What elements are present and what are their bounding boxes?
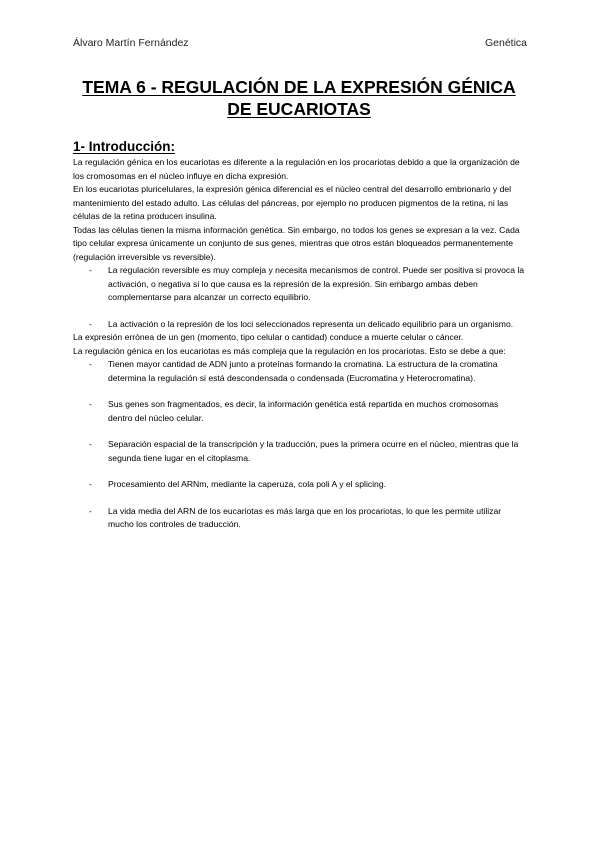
list-item-text: Tienen mayor cantidad de ADN junto a proteínas formando la cromatina. La estructura de la cromatina determina la regulación si está descondensada o condensada (Eucromatina y Heterocromatina). — [108, 359, 498, 383]
list-item — [73, 478, 525, 492]
bullet-list — [73, 358, 525, 532]
list-item-text: La regulación reversible es muy compleja y necesita mecanismos de control. Puede ser positiva si provoca la activación, o negativa si lo que causa es la represión de la expresión. Sin embargo ambas deben complementarse para alcanzar un correcto equilibrio. — [108, 265, 525, 302]
document-title — [73, 76, 525, 120]
list-item — [73, 264, 525, 305]
dash-bullet: - — [89, 359, 92, 369]
list-item — [73, 318, 525, 332]
list-item — [73, 398, 525, 425]
dash-bullet: - — [89, 399, 92, 409]
title-line-1: TEMA 6 - REGULACIÓN DE LA EXPRESIÓN GÉNICA — [82, 77, 516, 97]
list-item-text: Sus genes son fragmentados, es decir, la información genética está repartida en muchos cromosomas dentro del núcleo celular. — [108, 399, 499, 423]
list-item-text: Separación espacial de la transcripción y la traducción, pues la primera ocurre en el núcleo, mientras que la segunda tiene lugar en el citoplasma. — [108, 439, 519, 463]
section-heading: 1- Introducción: — [73, 139, 175, 154]
header-subject: Genética — [484, 37, 527, 49]
page-header — [73, 37, 527, 49]
list-item — [73, 505, 525, 532]
list-item-text: La vida media del ARN de los eucariotas es más larga que en los procariotas, lo que les permite utilizar mucho los controles de traducción. — [108, 505, 502, 529]
paragraph: Todas las células tienen la misma información genética. Sin embargo, no todos los genes se expresan a la vez. Cada tipo celular expresa únicamente un conjunto de sus genes, mientras que otros están bloqueados permanentemente (regulación irreversible vs reversible). — [73, 224, 520, 262]
list-item — [73, 438, 525, 465]
list-item-text: La activación o la represión de los loci seleccionados representa un delicado equilibrio para un organismo. — [108, 318, 514, 329]
document-body — [73, 76, 525, 532]
dash-bullet: - — [89, 265, 92, 275]
title-line-2: DE EUCARIOTAS — [227, 99, 371, 119]
header-author: Álvaro Martín Fernández — [73, 37, 189, 49]
bullet-list — [73, 264, 525, 331]
paragraph: La regulación génica en los eucariotas es diferente a la regulación en los procariotas debido a que la organización de los cromosomas en el núcleo influye en dicha expresión. — [73, 157, 520, 181]
dash-bullet: - — [89, 439, 92, 449]
dash-bullet: - — [89, 505, 92, 516]
list-item — [73, 358, 525, 385]
paragraph: La expresión errónea de un gen (momento, tipo celular o cantidad) conduce a muerte celular o cáncer. — [73, 332, 464, 342]
list-item-text: Procesamiento del ARNm, mediante la caperuza, cola poli A y el splicing. — [108, 479, 387, 489]
paragraph: En los eucariotas pluricelulares, la expresión génica diferencial es el núcleo central del desarrollo embrionario y del mantenimiento del estado adulto. Las células del páncreas, por ejemplo no producen pigmentos de la retina, ni las células de la retina producen insulina. — [73, 184, 512, 221]
dash-bullet: - — [89, 479, 92, 489]
dash-bullet: - — [89, 318, 92, 329]
paragraph: La regulación génica en los eucariotas es más compleja que la regulación en los procariotas. Esto se debe a que: — [73, 345, 506, 356]
